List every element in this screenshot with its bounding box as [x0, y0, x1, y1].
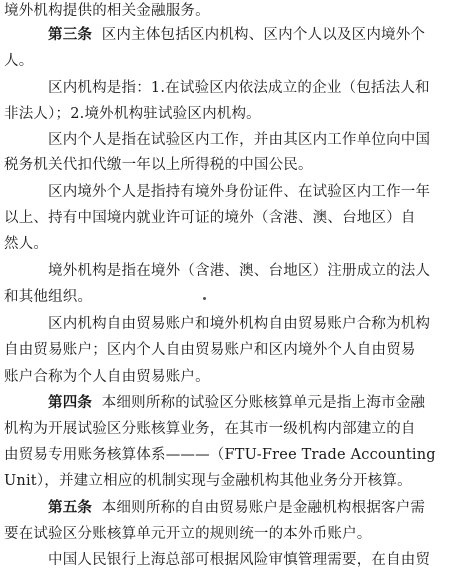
line-text: 以上、持有中国境内就业许可证的境外（含港、澳、台地区）自	[4, 210, 416, 226]
text-line-9	[4, 209, 416, 227]
text-line-14	[4, 341, 416, 359]
line-text: 中国人民银行上海总部可根据风险审慎管理需要，在自由贸	[48, 552, 431, 568]
article-3-heading-line	[48, 26, 425, 44]
line-text: 区内机构自由贸易账户和境外机构自由贸易账户合称为机构	[48, 316, 431, 332]
line-text: 非法人）；2.境外机构驻试验区内机构。	[4, 106, 261, 122]
line-text: 区内主体包括区内机构、区内个人以及区内境外个	[101, 27, 426, 43]
text-line-10	[4, 235, 48, 253]
line-text: 自由贸易账户；区内个人自由贸易账户和区内境外个人自由贸易	[4, 342, 416, 358]
stray-mark	[203, 297, 206, 300]
line-text: Unit），并建立相应的机制实现与金融机构其他业务分开核算。	[4, 473, 412, 489]
article-number: 第四条	[48, 394, 93, 411]
article-number: 第三条	[48, 26, 93, 43]
line-text: 要在试验区分账核算单元开立的规则统一的本外币账户。	[4, 526, 372, 542]
article-number: 第五条	[48, 499, 93, 516]
text-line-1	[4, 2, 210, 20]
text-line-11	[48, 262, 430, 280]
line-text: 然人。	[4, 236, 49, 252]
text-line-19	[4, 472, 412, 490]
line-text: 本细则所称的自由贸易账户是金融机构根据客户需	[101, 500, 426, 516]
text-line-12	[4, 288, 92, 306]
article-5-heading-line	[48, 499, 425, 517]
line-text: 区内个人是指在试验区内工作，并由其区内工作单位向中国	[48, 132, 431, 148]
text-line-5	[4, 105, 261, 123]
line-text: 区内境外个人是指持有境外身份证件、在试验区内工作一年	[48, 184, 431, 200]
text-line-6	[48, 131, 430, 149]
line-text: 本细则所称的试验区分账核算单元是指上海市金融	[101, 395, 426, 411]
text-line-4	[48, 79, 430, 97]
text-line-17	[4, 420, 416, 438]
text-line-8	[48, 183, 430, 201]
text-line-3	[4, 52, 33, 70]
article-4-heading-line	[48, 394, 425, 412]
line-text: 境外机构提供的相关金融服务。	[4, 3, 210, 19]
text-line-18	[4, 446, 436, 464]
line-text: 境外机构是指在境外（含港、澳、台地区）注册成立的法人	[48, 263, 431, 279]
text-line-15	[4, 368, 210, 386]
line-text: 区内机构是指：1.在试验区内依法成立的企业（包括法人和	[48, 80, 430, 96]
text-line-13	[48, 315, 430, 333]
text-line-21	[4, 525, 372, 543]
text-line-7	[4, 156, 313, 174]
line-text: 税务机关代扣代缴一年以上所得税的中国公民。	[4, 157, 313, 173]
line-text: 由贸易专用账务核算体系———（FTU-Free Trade Accounting	[4, 447, 436, 463]
line-text: 机构为开展试验区分账核算业务，在其市一级机构内部建立的自	[4, 421, 416, 437]
line-text: 账户合称为个人自由贸易账户。	[4, 369, 210, 385]
line-text: 人。	[4, 53, 34, 69]
text-line-22	[48, 551, 430, 569]
line-text: 和其他组织。	[4, 289, 93, 305]
